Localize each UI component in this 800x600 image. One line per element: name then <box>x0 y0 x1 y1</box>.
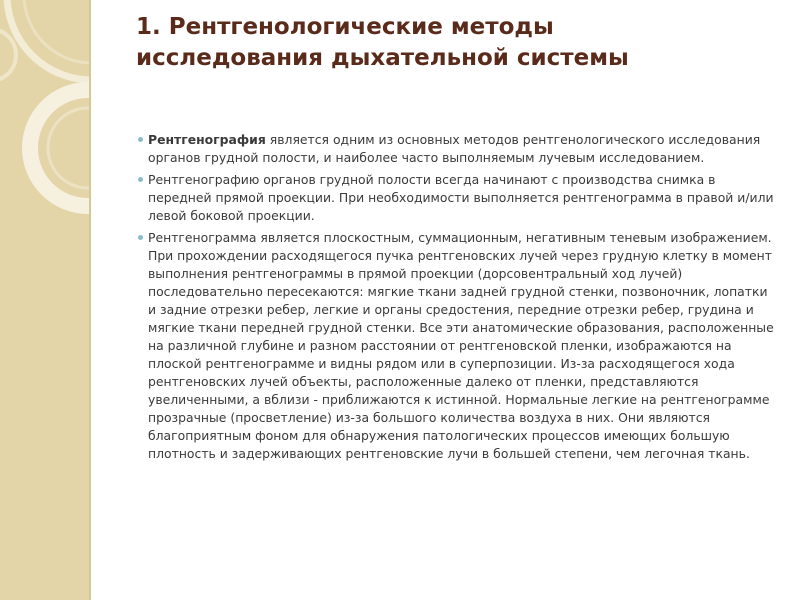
bullet-text: является одним из основных методов рентгенологического исследования органов грудной полости, и наиболее часто выполняемым лучевым исследованием. <box>148 132 761 165</box>
bullet-text: Рентгенограмма является плоскостным, суммационным, негативным теневым изображением. При прохождении расходящегося пучка рентгеновских лучей через грудную клетку в момент выполнения рентгенограммы в прямой проекции (дорсовентральный ход лучей) последовательно пересекаются: мягкие ткани задней грудной стенки, позвоночник, лопатки и задние отрезки ребер, легкие и органы средостения, передние отрезки ребер, грудина и мягкие ткани передней грудной стенки. Все эти анатомические образования, расположенные на различной глубине и разном расстоянии от рентгеновской пленки, изображаются на плоской рентгенограмме и видны рядом или в суперпозиции. Из-за расходящегося хода рентгеновских лучей объекты, расположенные далеко от пленки, представляются увеличенными, а вблизи - приближаются к истинной. Нормальные легкие на рентгенограмме прозрачные (просветление) из-за большого количества воздуха в них. Они являются благоприятным фоном для обнаружения патологических процессов имеющих большую плотность и задерживающих рентгеновские лучи в большей степени, чем легочная ткань. <box>148 230 774 461</box>
bullet-list <box>136 131 776 467</box>
title-line-2: исследования дыхательной системы <box>136 45 629 71</box>
bullet-item-radiography <box>136 131 776 167</box>
bullet-item-projections <box>136 171 776 225</box>
bullet-dot-icon <box>138 235 143 240</box>
decorative-side-panel <box>0 0 89 600</box>
bullet-dot-icon <box>138 137 143 142</box>
bullet-lead-term: Рентгенография <box>148 132 266 147</box>
bullet-text: Рентгенографию органов грудной полости всегда начинают с производства снимка в передней прямой проекции. При необходимости выполняется рентгенограмма в правой и/или левой боковой проекции. <box>148 172 774 223</box>
title-line-1: 1. Рентгенологические методы <box>136 14 554 40</box>
bullet-dot-icon <box>138 177 143 182</box>
bullet-item-radiogram <box>136 229 776 463</box>
slide-title <box>136 12 776 74</box>
side-panel-edge <box>89 0 91 600</box>
decorative-circles-graphic <box>0 0 89 600</box>
